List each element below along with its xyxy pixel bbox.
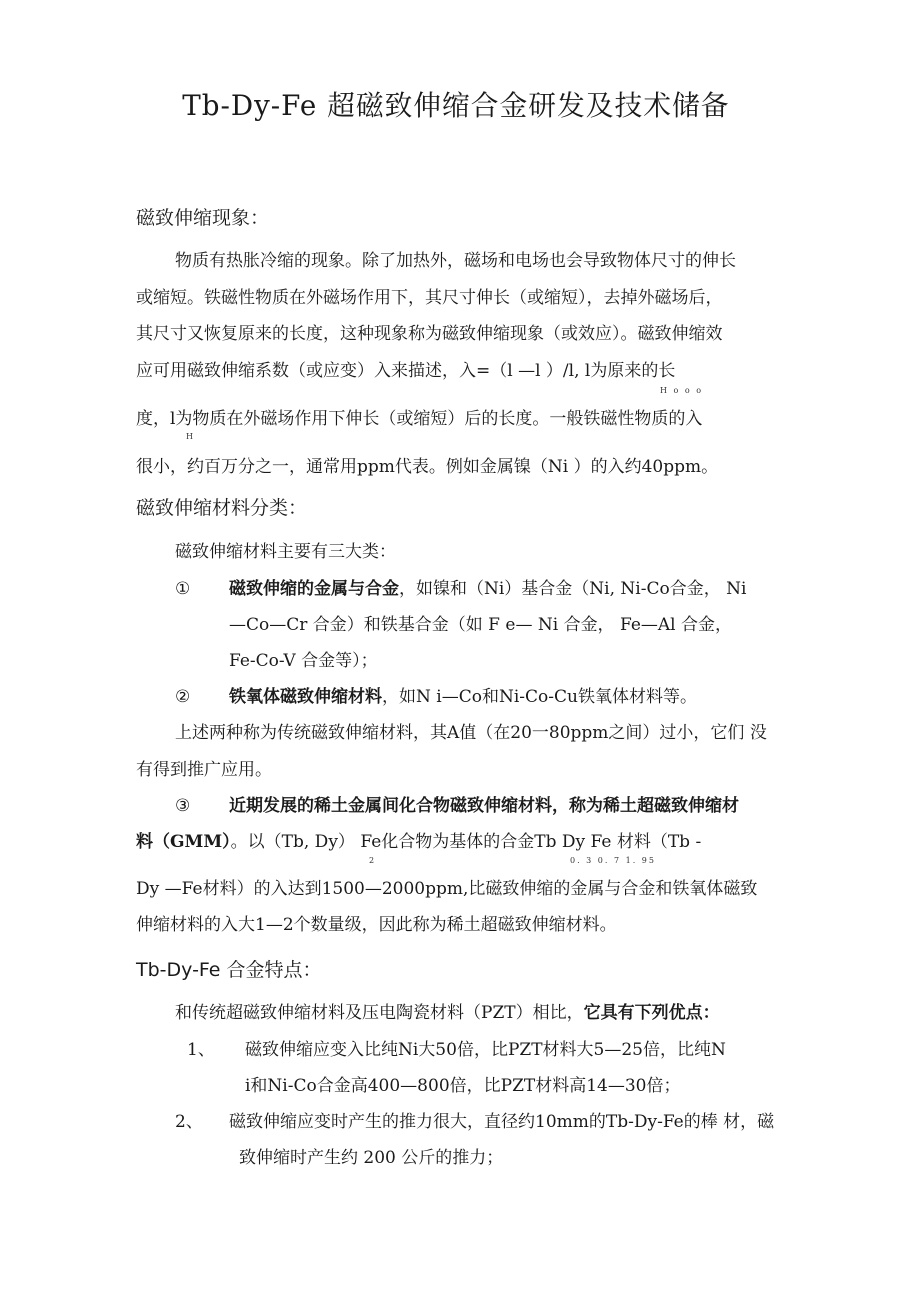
list-item-line: —Co—Cr 合金）和铁基合金（如 F e— Ni 合金， Fe—Al 合金， xyxy=(229,615,733,635)
paragraph-line: 磁致伸缩材料主要有三大类： xyxy=(175,542,396,562)
subscript-text: H xyxy=(186,432,195,441)
bold-term: 料（GMM） xyxy=(136,832,231,852)
list-marker: ① xyxy=(175,579,191,599)
section-heading-phenomenon: 磁致伸缩现象： xyxy=(136,207,270,229)
bold-term: 近期发展的稀土金属间化合物磁致伸缩材料，称为稀土超磁致伸缩材 xyxy=(229,796,739,816)
paragraph-line: 有得到推广应用。 xyxy=(136,760,272,780)
section-heading-classification: 磁致伸缩材料分类： xyxy=(136,497,308,519)
list-item-line xyxy=(229,794,739,818)
list-item-line: 磁致伸缩应变入比纯Ni大50倍，比PZT材料大5—25倍，比纯N xyxy=(245,1040,726,1060)
subscript-text: 0. 3 0. 7 1. 95 xyxy=(570,856,656,865)
list-marker: ② xyxy=(175,687,191,707)
document-title: Tb-Dy-Fe 超磁致伸缩合金研发及技术储备 xyxy=(182,89,730,122)
list-item-line: 致伸缩时产生约 200 公斤的推力； xyxy=(239,1148,504,1168)
section-heading-features: Tb-Dy-Fe 合金特点： xyxy=(136,959,322,981)
list-item-text: ，如N i—Co和Ni-Co-Cu铁氧体材料等。 xyxy=(382,687,697,707)
paragraph-line: 或缩短。铁磁性物质在外磁场作用下，其尺寸伸长（或缩短），去掉外磁场后， xyxy=(136,288,723,308)
bold-term: 铁氧体磁致伸缩材料 xyxy=(229,687,382,707)
list-item-line: 伸缩材料的入大1—2个数量级，因此称为稀土超磁致伸缩材料。 xyxy=(136,915,617,935)
bold-term: 磁致伸缩的金属与合金 xyxy=(229,579,399,599)
paragraph-line xyxy=(175,1001,720,1025)
subscript-text: 2 xyxy=(369,856,377,865)
list-marker: 2、 xyxy=(175,1112,203,1132)
paragraph-line: 很小，约百万分之一，通常用ppm代表。例如金属镍（Ni ）的入约40ppm。 xyxy=(136,457,719,477)
list-item-line xyxy=(136,830,701,854)
list-marker: 1、 xyxy=(187,1040,215,1060)
list-item-line: i和Ni-Co合金高400—800倍，比PZT材料高14—30倍； xyxy=(245,1076,681,1096)
list-item-line: Dy —Fe材料）的入达到1500—2000ppm,比磁致伸缩的金属与合金和铁氧体磁致 xyxy=(136,879,758,899)
list-item-line: 磁致伸缩应变时产生的推力很大，直径约10mm的Tb-Dy-Fe的棒 材，磁 xyxy=(229,1112,775,1132)
list-item-text: ，如镍和（Ni）基合金（Ni, Ni-Co合金， Ni xyxy=(399,579,747,599)
paragraph-line: 物质有热胀冷缩的现象。除了加热外，磁场和电场也会导致物体尺寸的伸长 xyxy=(175,251,736,271)
list-item-line xyxy=(229,685,697,709)
paragraph-line: 应可用磁致伸缩系数（或应变）入来描述，入=（l —l ）/l, l为原来的长 xyxy=(136,361,676,381)
bold-term: 它具有下列优点： xyxy=(583,1003,720,1023)
list-item-line xyxy=(229,577,746,601)
list-item-line: Fe-Co-V 合金等）； xyxy=(229,651,378,671)
list-marker: ③ xyxy=(175,796,191,816)
paragraph-line: 上述两种称为传统磁致伸缩材料，其A值（在20一80ppm之间）过小，它们 没 xyxy=(175,723,767,743)
intro-text: 和传统超磁致伸缩材料及压电陶瓷材料（PZT）相比， xyxy=(175,1003,584,1023)
paragraph-line: 其尺寸又恢复原来的长度，这种现象称为磁致伸缩现象（或效应）。磁致伸缩效 xyxy=(136,324,723,344)
paragraph-line: 度，l为物质在外磁场作用下伸长（或缩短）后的长度。一般铁磁性物质的入 xyxy=(136,409,703,429)
subscript-text: H o o o xyxy=(660,386,704,395)
list-item-text: 。以（Tb, Dy） Fe化合物为基体的合金Tb Dy Fe 材料（Tb - xyxy=(230,832,702,852)
